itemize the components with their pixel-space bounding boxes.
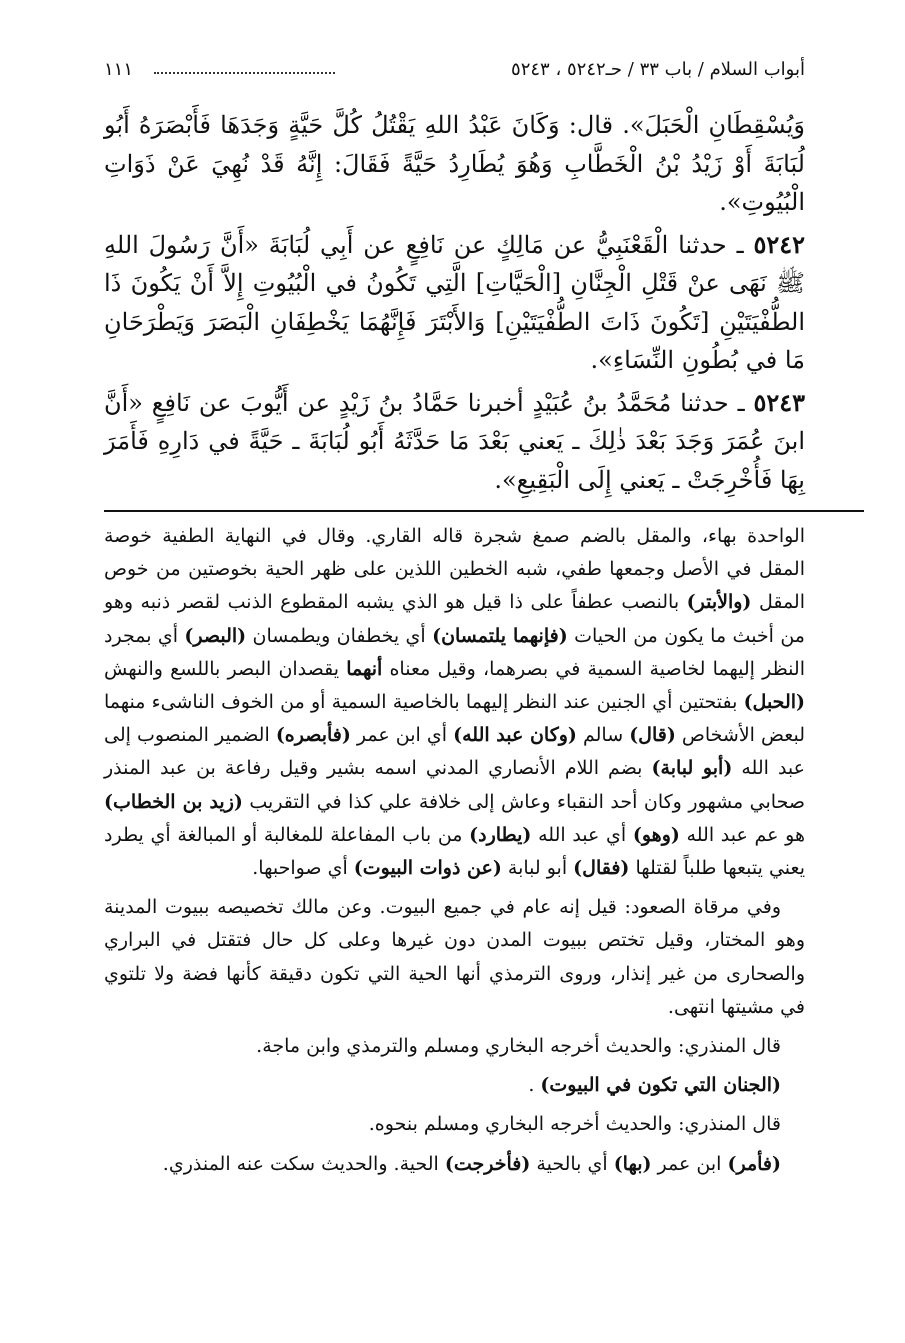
commentary-term: (الجنان التي تكون في البيوت) [540,1074,781,1097]
commentary-term: (فأمر) [727,1152,781,1175]
commentary-text: . [528,1074,541,1097]
commentary-text: أي صواحبها. [252,857,354,880]
hadith-number: ٥٢٤٣ [753,387,805,417]
commentary-term: (فأخرجت) [444,1152,531,1175]
commentary [104,520,805,1187]
commentary-text: بفتحتين أي الجنين عند النظر إليهما بالخاصية السمية أو من الخوف الناشىء منهما لبعض الأشخاص [104,691,805,747]
commentary-paragraph: قال المنذري: والحديث أخرجه البخاري ومسلم والترمذي وابن ماجة. [256,1035,781,1058]
commentary-term: (فأبصره) [275,724,351,747]
commentary-paragraph: وفي مرقاة الصعود: قيل إنه عام في جميع البيوت. وعن مالك تخصيصه ببيوت المدينة وهو المختار، وقيل تختص ببيوت المدن دون غيرها وعلى كل حال فتقتل في البراري والصحارى من غير إنذار، وروى الترمذي أنها الحية التي تكون دقيقة كأنها فضة ولا تلتوي في مشيتها انتهى. [104,896,805,1018]
page-number: ١١١ [104,59,134,80]
hadith-continuation: وَيُسْقِطَانِ الْحَبَلَ». قال: وَكَانَ عَبْدُ اللهِ يَقْتُلُ كُلَّ حَيَّةٍ وَجَدَهَا فَأَبْصَرَهُ أَبُو لُبَابَةَ أَوْ زَيْدُ بْنُ الْخَطَّابِ وَهُوَ يُطَارِدُ حَيَّةً فَقَالَ: إِنَّهُ قَدْ نُهِيَ عَنْ ذَوَاتِ الْبُيُوتِ». [104,111,805,216]
commentary-term: (عن ذوات البيوت) [353,857,502,880]
commentary-term: (البصر) [184,624,247,647]
commentary-term: (زيد بن الخطاب) [104,790,243,813]
commentary-term: (وكان عبد الله) [453,724,577,747]
commentary-text: أي بمجرد النظر إليهما لخاصية السمية في بصرهما، وقيل معناه [104,624,805,680]
commentary-text: من باب المفاعلة للمغالبة أو المبالغة أي يطرد يعني يتبعها طلباً لقتلها [104,823,805,880]
commentary-term: (قال) [629,724,676,747]
commentary-text: أبو لبابة [501,857,574,880]
commentary-term: (الحبل) [743,691,805,714]
hadith-body: ـ حدثنا مُحَمَّدُ بنُ عُبَيْدٍ أخبرنا حَمَّادُ بنُ زَيْدٍ عن أَيُّوبَ عن نَافِعٍ «أَنَّ ابنَ عُمَرَ وَجَدَ بَعْدَ ذٰلِكَ ـ يَعني بَعْدَ مَا حَدَّثَهُ أَبُو لُبَابَةَ ـ حَيَّةً في دَارِهِ فَأَمَرَ بِهَا فَأُخْرِجَتْ ـ يَعني إِلَى الْبَقِيعِ». [104,388,805,494]
footnote-divider [104,510,864,512]
commentary-text: الحية. والحديث سكت عنه المنذري. [162,1152,445,1175]
commentary-text: بضم اللام الأنصاري المدني اسمه بشير وقيل رفاعة بن عبد المنذر صحابي مشهور وكان أحد النقباء وعاش إلى خلافة علي كذا في التقريب [104,757,805,813]
commentary-text: أي بالحية [530,1152,614,1175]
commentary-term: أنهما [346,657,383,680]
commentary-text: أي ابن عمر [350,724,454,747]
commentary-text: يقصدان البصر باللسع والنهش [104,657,347,680]
commentary-term: (والأبتر) [686,591,752,614]
hadith-body: ـ حدثنا الْقَعْنَبِيُّ عن مَالِكٍ عن نَافِعٍ عن أَبِي لُبَابَةَ «أَنَّ رَسُولَ اللهِ ﷺ نَهَى عنْ قَتْلِ الْجِنَّانِ [الْحَيَّاتِ] الَّتِي تَكُونُ في الْبُيُوتِ إِلاَّ أَنْ يَكُونَ ذَا الطُّفْيَتَيْنِ [تَكُونَ ذَاتَ الطُّفْيَتَيْنِ] وَالأَبْتَرَ فَإِنَّهُمَا يَخْطِفَانِ الْبَصَرَ وَيَطْرَحَانِ مَا في بُطُونِ النِّسَاءِ». [104,230,805,374]
commentary-text: سالم [576,724,630,747]
commentary-term: (بها) [613,1152,652,1175]
hadith-text [104,106,805,499]
commentary-paragraph: قال المنذري: والحديث أخرجه البخاري ومسلم بنحوه. [368,1113,781,1136]
running-title: أبواب السلام / باب ٣٣ / حـ٥٢٤٢ ، ٥٢٤٣ [511,59,805,80]
commentary-text: أي يخطفان ويطمسان [246,624,433,647]
commentary-paragraph [104,1148,805,1181]
commentary-text: أي عبد الله [531,823,633,846]
commentary-text: بالنصب عطفاً على ذا قيل هو الذي يشبه المقطوع الذنب لقصر ذنبه وهو من أخبث ما يكون من الحيات [104,591,805,647]
commentary-text: هو عم عبد الله [679,823,805,846]
hadith-5242 [104,226,805,380]
commentary-text: الضمير المنصوب إلى عبد الله [104,724,806,780]
commentary-term: (أبو لبابة) [651,757,733,780]
page-header [104,50,805,90]
commentary-text: الواحدة بهاء، والمقل بالضم صمغ شجرة قاله القاري. وقال في النهاية الطفية خوصة المقل في الأصل وجمعها طفي، شبه الخطين اللذين على ظهر الحية بخوصتين من خوص المقل [104,525,806,614]
commentary-paragraph [104,1069,805,1102]
commentary-term: (فقال) [573,857,630,880]
commentary-paragraph [104,520,805,885]
leader-dots [154,58,335,74]
commentary-term: (فإنهما يلتمسان) [432,624,568,647]
commentary-term: (يطارد) [469,823,532,846]
commentary-term: (وهو) [632,823,680,846]
hadith-5243 [104,384,805,500]
hadith-number: ٥٢٤٢ [753,229,805,259]
commentary-text: ابن عمر [651,1152,728,1175]
